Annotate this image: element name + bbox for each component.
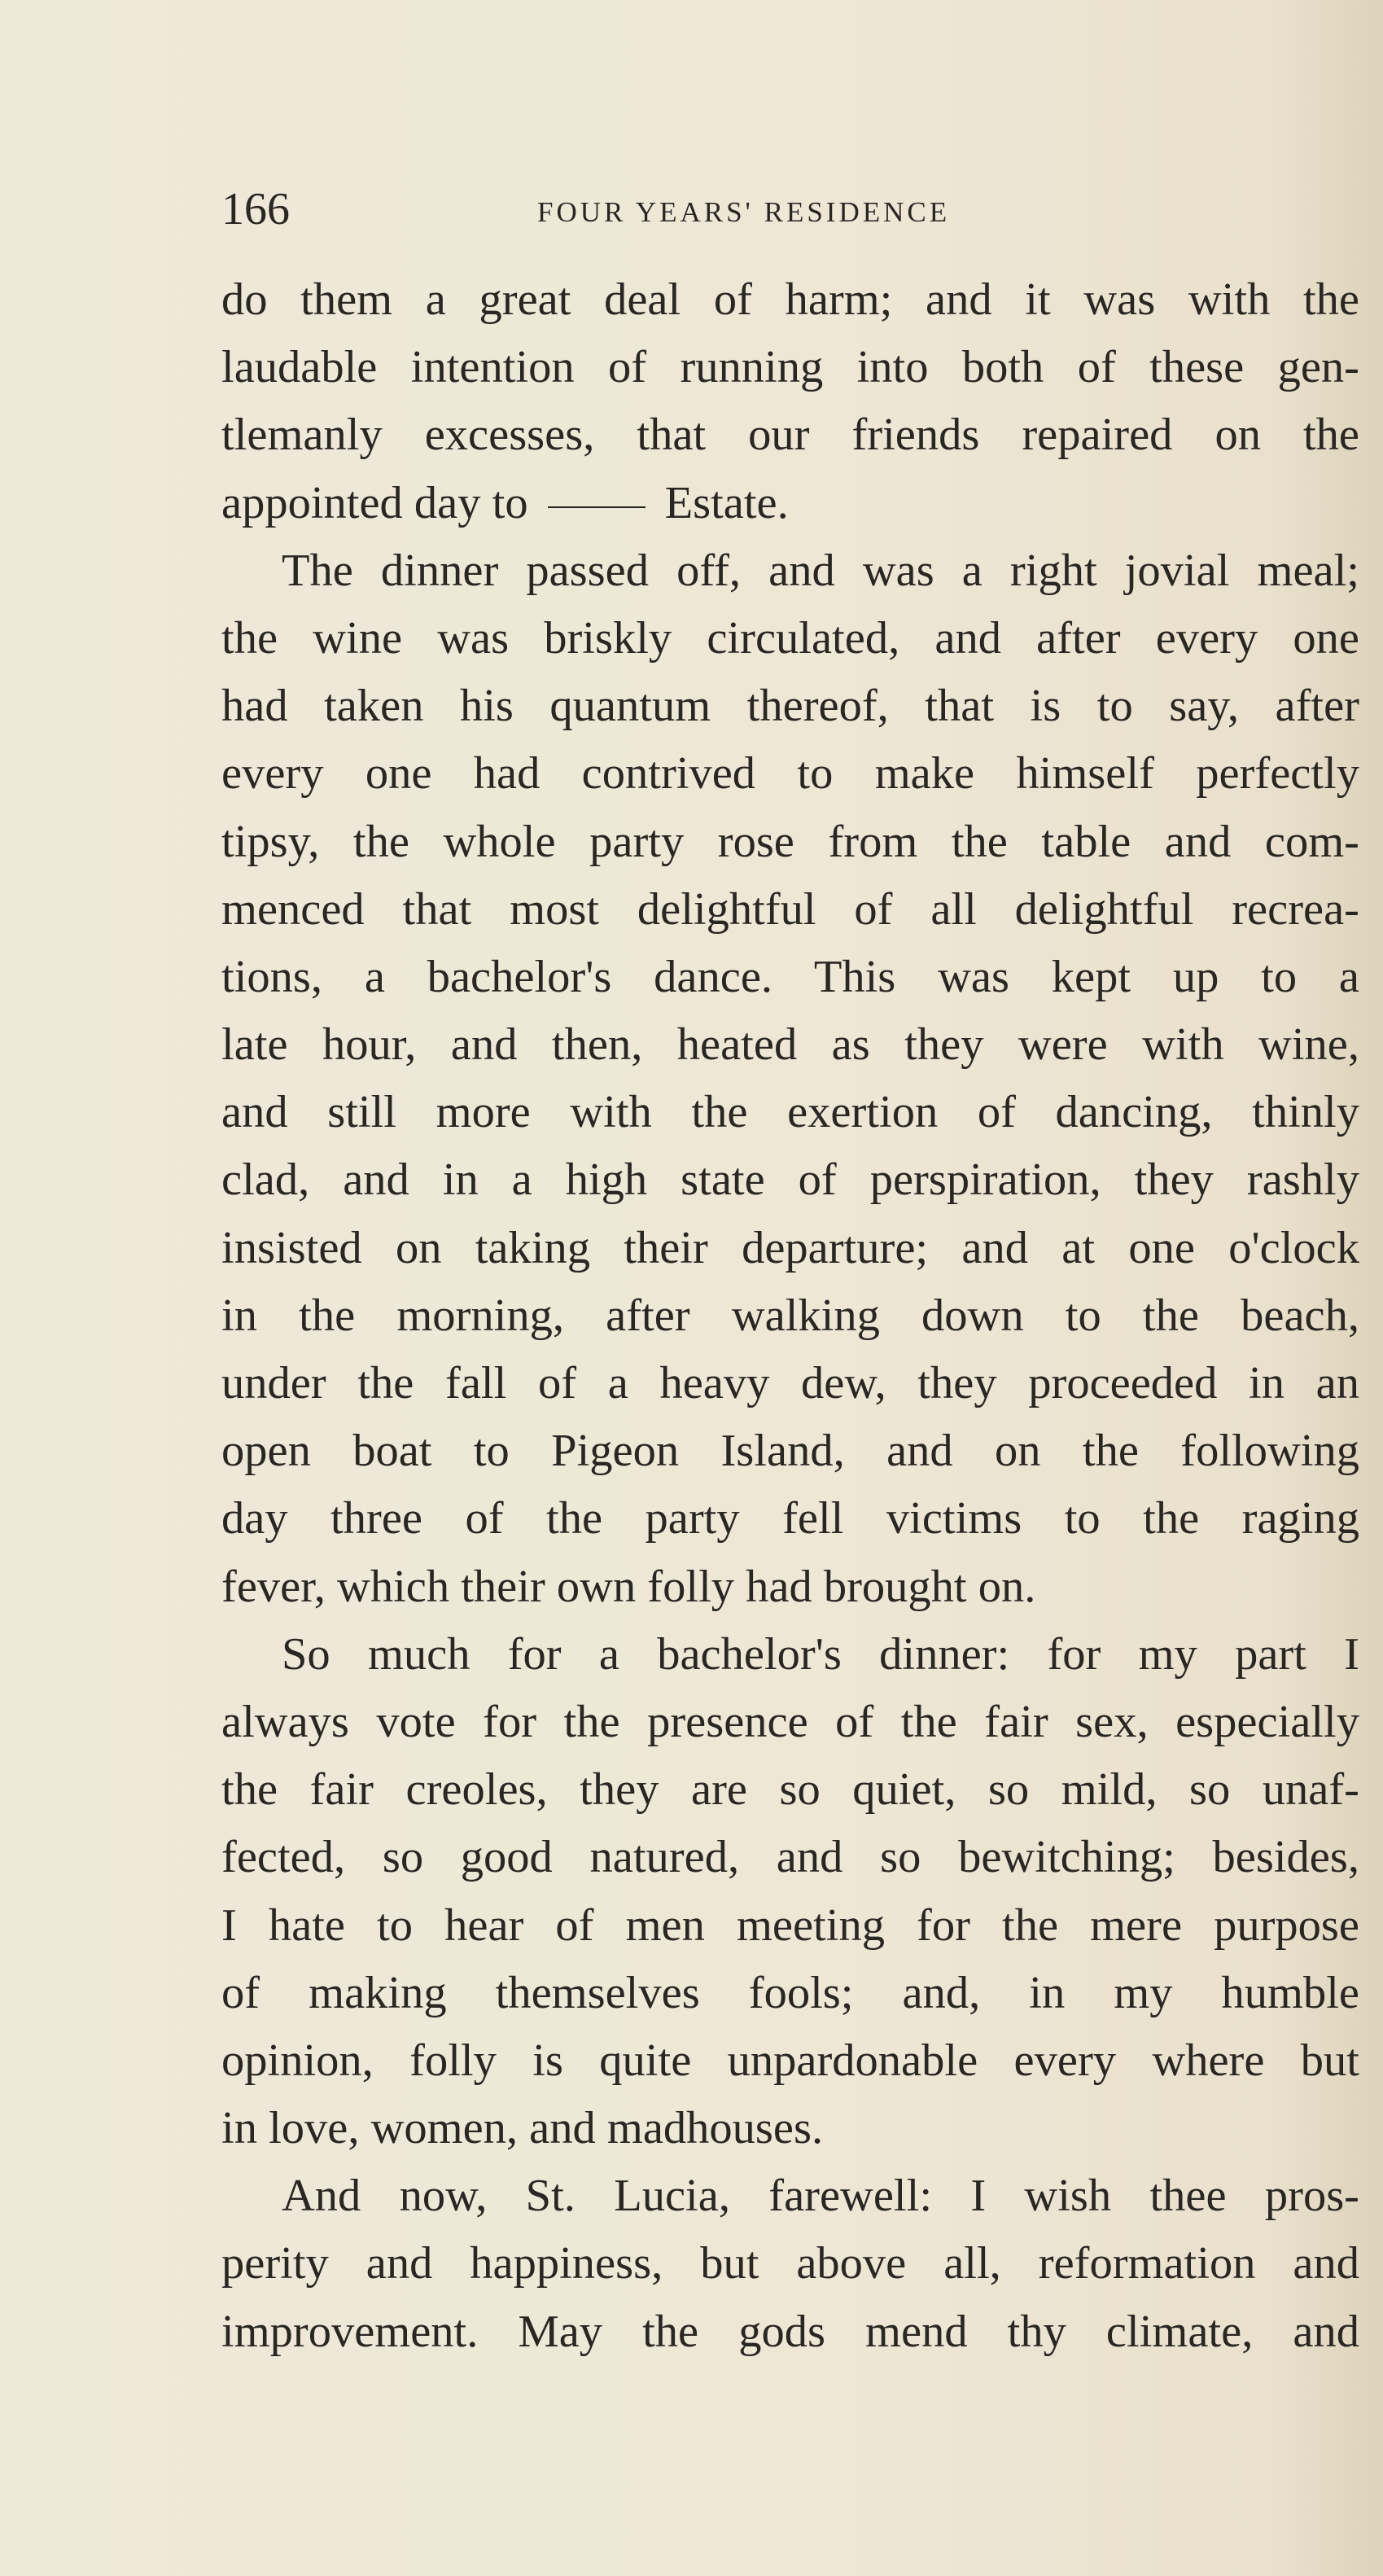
text-line: in the morning, after walking down to the beach, [221, 1290, 1359, 1341]
text-fragment: appointed day to [221, 477, 528, 528]
text-line: perity and happiness, but above all, reformation and [221, 2238, 1359, 2289]
page-number: 166 [221, 184, 290, 234]
text-line: menced that most delightful of all delightful recrea- [221, 883, 1359, 935]
text-line: tipsy, the whole party rose from the table and com- [221, 816, 1359, 867]
text-line: the fair creoles, they are so quiet, so mild, so unaf- [221, 1764, 1359, 1816]
text-line [221, 470, 1359, 537]
text-line: in love, women, and madhouses. [221, 2103, 824, 2154]
text-line: late hour, and then, heated as they were with wine, [221, 1019, 1359, 1071]
text-line: and still more with the exertion of dancing, thinly [221, 1087, 1359, 1138]
page-header [221, 181, 1377, 246]
text-line: laudable intention of running into both of these gen- [221, 342, 1359, 393]
text-line: tlemanly excesses, that our friends repaired on the [221, 410, 1359, 461]
text-line: fever, which their own folly had brought on. [221, 1561, 1036, 1612]
text-line: under the fall of a heavy dew, they proceeded in an [221, 1358, 1359, 1408]
text-line: always vote for the presence of the fair sex, especially [221, 1696, 1359, 1747]
text-line: tions, a bachelor's dance. This was kept up to a [221, 951, 1359, 1002]
blank-dash [548, 506, 646, 508]
text-line: every one had contrived to make himself perfectly [221, 748, 1359, 800]
text-line: of making themselves fools; and, in my humble [221, 1967, 1359, 2018]
text-line: open boat to Pigeon Island, and on the following [221, 1426, 1359, 1477]
text-line: opinion, folly is quite unpardonable every where but [221, 2035, 1359, 2086]
text-fragment: Estate. [664, 477, 789, 528]
text-line: And now, St. Lucia, farewell: I wish thee pros- [282, 2171, 1359, 2222]
text-line: do them a great deal of harm; and it was with the [221, 274, 1359, 325]
running-head: FOUR YEARS' RESIDENCE [537, 196, 951, 228]
text-line: the wine was briskly circulated, and after every one [221, 612, 1359, 664]
text-line: The dinner passed off, and was a right jovial meal; [282, 545, 1359, 596]
text-line: insisted on taking their departure; and at one o'clock [221, 1222, 1359, 1273]
text-line: had taken his quantum thereof, that is to say, after [221, 681, 1359, 732]
body-text [221, 266, 1359, 2366]
text-line: So much for a bachelor's dinner: for my part I [282, 1628, 1359, 1680]
text-line: I hate to hear of men meeting for the mere purpose [221, 1899, 1359, 1951]
text-line: clad, and in a high state of perspiration, they rashly [221, 1154, 1359, 1206]
text-line: fected, so good natured, and so bewitching; besides, [221, 1832, 1359, 1883]
text-line: day three of the party fell victims to the raging [221, 1493, 1359, 1544]
text-line: improvement. May the gods mend thy climate, and [221, 2306, 1359, 2357]
